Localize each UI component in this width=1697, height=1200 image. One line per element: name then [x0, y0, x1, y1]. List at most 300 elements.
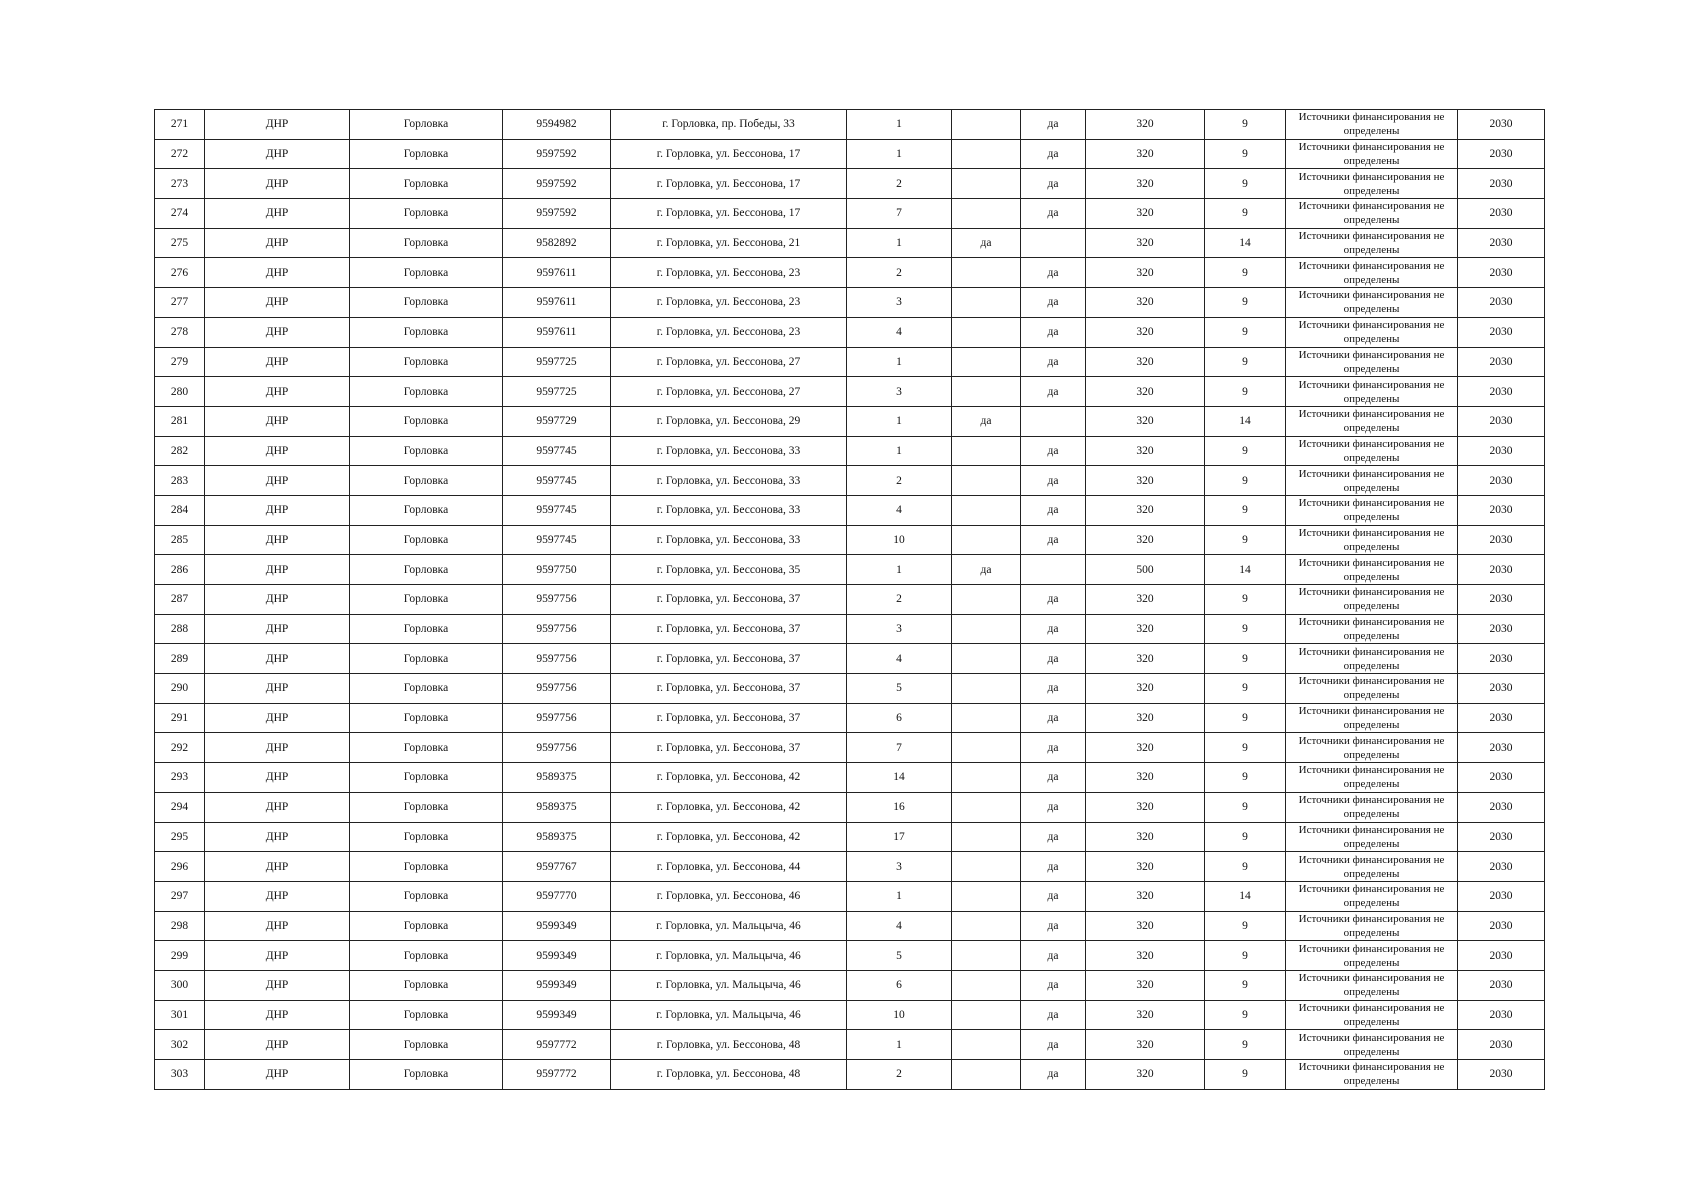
cell-row-number: 303 [155, 1060, 205, 1090]
cell-flag-a [952, 317, 1021, 347]
cell-region: ДНР [205, 169, 350, 199]
cell-count: 9 [1205, 436, 1286, 466]
cell-year: 2030 [1458, 525, 1545, 555]
table-row [155, 495, 1545, 525]
cell-region: ДНР [205, 1030, 350, 1060]
cell-region: ДНР [205, 110, 350, 140]
cell-code: 9597745 [503, 466, 611, 496]
cell-address: г. Горловка, ул. Бессонова, 37 [611, 585, 847, 615]
cell-flag-a [952, 763, 1021, 793]
cell-value: 320 [1086, 1030, 1205, 1060]
cell-funding-source: Источники финансирования не определены [1286, 852, 1458, 882]
cell-address: г. Горловка, пр. Победы, 33 [611, 110, 847, 140]
cell-code: 9597592 [503, 169, 611, 199]
cell-address: г. Горловка, ул. Бессонова, 37 [611, 703, 847, 733]
cell-value: 320 [1086, 614, 1205, 644]
cell-funding-source: Источники финансирования не определены [1286, 110, 1458, 140]
cell-value: 320 [1086, 466, 1205, 496]
cell-region: ДНР [205, 763, 350, 793]
cell-region: ДНР [205, 377, 350, 407]
cell-code: 9599349 [503, 970, 611, 1000]
cell-row-number: 300 [155, 970, 205, 1000]
cell-region: ДНР [205, 139, 350, 169]
cell-count: 14 [1205, 228, 1286, 258]
cell-year: 2030 [1458, 1060, 1545, 1090]
cell-row-number: 279 [155, 347, 205, 377]
cell-row-number: 293 [155, 763, 205, 793]
cell-region: ДНР [205, 555, 350, 585]
cell-flag-a [952, 585, 1021, 615]
cell-row-number: 276 [155, 258, 205, 288]
cell-city: Горловка [350, 288, 503, 318]
cell-entrance: 1 [847, 228, 952, 258]
cell-region: ДНР [205, 288, 350, 318]
cell-region: ДНР [205, 585, 350, 615]
cell-funding-source: Источники финансирования не определены [1286, 288, 1458, 318]
cell-flag-b: да [1021, 852, 1086, 882]
cell-flag-a [952, 941, 1021, 971]
cell-count: 9 [1205, 377, 1286, 407]
cell-region: ДНР [205, 822, 350, 852]
cell-entrance: 6 [847, 703, 952, 733]
cell-value: 320 [1086, 347, 1205, 377]
cell-value: 320 [1086, 169, 1205, 199]
cell-year: 2030 [1458, 852, 1545, 882]
cell-count: 9 [1205, 822, 1286, 852]
cell-city: Горловка [350, 169, 503, 199]
cell-address: г. Горловка, ул. Бессонова, 35 [611, 555, 847, 585]
cell-city: Горловка [350, 258, 503, 288]
cell-entrance: 4 [847, 495, 952, 525]
cell-flag-a [952, 139, 1021, 169]
cell-funding-source: Источники финансирования не определены [1286, 733, 1458, 763]
cell-funding-source: Источники финансирования не определены [1286, 585, 1458, 615]
cell-value: 320 [1086, 317, 1205, 347]
cell-count: 14 [1205, 406, 1286, 436]
table-row [155, 317, 1545, 347]
cell-flag-a [952, 970, 1021, 1000]
cell-code: 9597745 [503, 495, 611, 525]
cell-entrance: 1 [847, 347, 952, 377]
cell-flag-b: да [1021, 169, 1086, 199]
cell-address: г. Горловка, ул. Бессонова, 37 [611, 674, 847, 704]
cell-city: Горловка [350, 614, 503, 644]
cell-flag-a: да [952, 228, 1021, 258]
cell-value: 320 [1086, 703, 1205, 733]
cell-count: 9 [1205, 763, 1286, 793]
cell-funding-source: Источники финансирования не определены [1286, 941, 1458, 971]
data-table [154, 109, 1545, 1090]
cell-city: Горловка [350, 525, 503, 555]
cell-city: Горловка [350, 674, 503, 704]
table-row [155, 614, 1545, 644]
cell-count: 9 [1205, 703, 1286, 733]
cell-city: Горловка [350, 733, 503, 763]
cell-row-number: 301 [155, 1000, 205, 1030]
cell-funding-source: Источники финансирования не определены [1286, 614, 1458, 644]
cell-count: 9 [1205, 674, 1286, 704]
cell-flag-a [952, 1060, 1021, 1090]
cell-count: 9 [1205, 614, 1286, 644]
cell-funding-source: Источники финансирования не определены [1286, 644, 1458, 674]
cell-entrance: 17 [847, 822, 952, 852]
cell-flag-b [1021, 228, 1086, 258]
cell-year: 2030 [1458, 555, 1545, 585]
cell-count: 9 [1205, 317, 1286, 347]
cell-value: 320 [1086, 1060, 1205, 1090]
cell-flag-b: да [1021, 941, 1086, 971]
cell-flag-a [952, 199, 1021, 229]
cell-entrance: 3 [847, 288, 952, 318]
cell-count: 14 [1205, 881, 1286, 911]
cell-flag-b: да [1021, 1060, 1086, 1090]
cell-entrance: 1 [847, 139, 952, 169]
cell-flag-a [952, 377, 1021, 407]
cell-flag-b: да [1021, 703, 1086, 733]
table-row [155, 525, 1545, 555]
cell-code: 9597756 [503, 703, 611, 733]
cell-address: г. Горловка, ул. Бессонова, 42 [611, 792, 847, 822]
cell-flag-b: да [1021, 911, 1086, 941]
cell-row-number: 273 [155, 169, 205, 199]
cell-row-number: 274 [155, 199, 205, 229]
cell-address: г. Горловка, ул. Бессонова, 44 [611, 852, 847, 882]
cell-region: ДНР [205, 614, 350, 644]
cell-flag-a [952, 169, 1021, 199]
cell-flag-a [952, 674, 1021, 704]
cell-city: Горловка [350, 139, 503, 169]
cell-entrance: 5 [847, 941, 952, 971]
cell-year: 2030 [1458, 466, 1545, 496]
cell-row-number: 285 [155, 525, 205, 555]
cell-count: 9 [1205, 852, 1286, 882]
cell-row-number: 289 [155, 644, 205, 674]
table-row [155, 733, 1545, 763]
table-row [155, 436, 1545, 466]
cell-region: ДНР [205, 199, 350, 229]
cell-flag-a [952, 258, 1021, 288]
cell-flag-b: да [1021, 792, 1086, 822]
cell-entrance: 7 [847, 733, 952, 763]
cell-region: ДНР [205, 466, 350, 496]
cell-code: 9589375 [503, 763, 611, 793]
cell-funding-source: Источники финансирования не определены [1286, 674, 1458, 704]
cell-year: 2030 [1458, 288, 1545, 318]
cell-address: г. Горловка, ул. Бессонова, 48 [611, 1030, 847, 1060]
cell-flag-b: да [1021, 466, 1086, 496]
table-row [155, 674, 1545, 704]
cell-flag-a [952, 911, 1021, 941]
cell-region: ДНР [205, 644, 350, 674]
cell-entrance: 5 [847, 674, 952, 704]
cell-count: 9 [1205, 1000, 1286, 1030]
cell-funding-source: Источники финансирования не определены [1286, 169, 1458, 199]
cell-city: Горловка [350, 941, 503, 971]
cell-funding-source: Источники финансирования не определены [1286, 1030, 1458, 1060]
cell-year: 2030 [1458, 763, 1545, 793]
cell-row-number: 282 [155, 436, 205, 466]
cell-city: Горловка [350, 110, 503, 140]
table-row [155, 1030, 1545, 1060]
cell-value: 320 [1086, 674, 1205, 704]
cell-funding-source: Источники финансирования не определены [1286, 495, 1458, 525]
cell-funding-source: Источники финансирования не определены [1286, 139, 1458, 169]
cell-city: Горловка [350, 852, 503, 882]
cell-address: г. Горловка, ул. Бессонова, 17 [611, 199, 847, 229]
cell-flag-b: да [1021, 110, 1086, 140]
cell-code: 9597770 [503, 881, 611, 911]
cell-region: ДНР [205, 317, 350, 347]
cell-address: г. Горловка, ул. Бессонова, 37 [611, 614, 847, 644]
cell-funding-source: Источники финансирования не определены [1286, 881, 1458, 911]
cell-count: 9 [1205, 585, 1286, 615]
cell-address: г. Горловка, ул. Бессонова, 33 [611, 495, 847, 525]
cell-count: 9 [1205, 911, 1286, 941]
cell-code: 9597756 [503, 674, 611, 704]
cell-code: 9597745 [503, 436, 611, 466]
cell-region: ДНР [205, 911, 350, 941]
cell-code: 9597756 [503, 585, 611, 615]
cell-count: 14 [1205, 555, 1286, 585]
cell-row-number: 286 [155, 555, 205, 585]
cell-entrance: 2 [847, 169, 952, 199]
cell-funding-source: Источники финансирования не определены [1286, 555, 1458, 585]
cell-flag-b: да [1021, 347, 1086, 377]
cell-count: 9 [1205, 970, 1286, 1000]
cell-value: 320 [1086, 970, 1205, 1000]
cell-code: 9582892 [503, 228, 611, 258]
cell-address: г. Горловка, ул. Бессонова, 29 [611, 406, 847, 436]
cell-address: г. Горловка, ул. Бессонова, 23 [611, 317, 847, 347]
cell-city: Горловка [350, 911, 503, 941]
cell-count: 9 [1205, 1060, 1286, 1090]
cell-code: 9597756 [503, 644, 611, 674]
cell-count: 9 [1205, 169, 1286, 199]
cell-count: 9 [1205, 1030, 1286, 1060]
table-row [155, 822, 1545, 852]
cell-city: Горловка [350, 495, 503, 525]
cell-flag-b: да [1021, 644, 1086, 674]
cell-address: г. Горловка, ул. Бессонова, 33 [611, 525, 847, 555]
cell-year: 2030 [1458, 614, 1545, 644]
cell-flag-a [952, 792, 1021, 822]
cell-flag-b: да [1021, 258, 1086, 288]
table-row [155, 1000, 1545, 1030]
cell-flag-b: да [1021, 763, 1086, 793]
cell-funding-source: Источники финансирования не определены [1286, 792, 1458, 822]
cell-flag-b: да [1021, 970, 1086, 1000]
cell-flag-a [952, 644, 1021, 674]
table-row [155, 258, 1545, 288]
cell-city: Горловка [350, 763, 503, 793]
cell-entrance: 3 [847, 852, 952, 882]
cell-city: Горловка [350, 881, 503, 911]
cell-code: 9589375 [503, 792, 611, 822]
cell-year: 2030 [1458, 258, 1545, 288]
cell-code: 9597745 [503, 525, 611, 555]
cell-flag-a [952, 703, 1021, 733]
cell-code: 9599349 [503, 1000, 611, 1030]
cell-city: Горловка [350, 347, 503, 377]
cell-code: 9597592 [503, 139, 611, 169]
cell-value: 320 [1086, 258, 1205, 288]
cell-count: 9 [1205, 495, 1286, 525]
cell-code: 9597750 [503, 555, 611, 585]
cell-code: 9594982 [503, 110, 611, 140]
cell-row-number: 290 [155, 674, 205, 704]
cell-entrance: 3 [847, 377, 952, 407]
cell-value: 500 [1086, 555, 1205, 585]
cell-code: 9589375 [503, 822, 611, 852]
cell-city: Горловка [350, 377, 503, 407]
table-row [155, 644, 1545, 674]
cell-address: г. Горловка, ул. Мальцыча, 46 [611, 911, 847, 941]
cell-row-number: 298 [155, 911, 205, 941]
table-row [155, 110, 1545, 140]
table-row [155, 911, 1545, 941]
cell-code: 9597611 [503, 317, 611, 347]
table-row [155, 852, 1545, 882]
cell-count: 9 [1205, 525, 1286, 555]
cell-value: 320 [1086, 139, 1205, 169]
cell-region: ДНР [205, 703, 350, 733]
cell-year: 2030 [1458, 110, 1545, 140]
cell-funding-source: Источники финансирования не определены [1286, 911, 1458, 941]
cell-entrance: 10 [847, 525, 952, 555]
table-row [155, 585, 1545, 615]
cell-year: 2030 [1458, 911, 1545, 941]
cell-flag-a [952, 436, 1021, 466]
cell-city: Горловка [350, 970, 503, 1000]
cell-address: г. Горловка, ул. Мальцыча, 46 [611, 941, 847, 971]
cell-region: ДНР [205, 792, 350, 822]
cell-address: г. Горловка, ул. Мальцыча, 46 [611, 1000, 847, 1030]
table-row [155, 881, 1545, 911]
cell-region: ДНР [205, 733, 350, 763]
cell-entrance: 1 [847, 555, 952, 585]
cell-year: 2030 [1458, 703, 1545, 733]
cell-flag-b: да [1021, 1000, 1086, 1030]
cell-flag-a [952, 881, 1021, 911]
cell-entrance: 3 [847, 614, 952, 644]
cell-address: г. Горловка, ул. Бессонова, 27 [611, 377, 847, 407]
cell-count: 9 [1205, 644, 1286, 674]
cell-city: Горловка [350, 792, 503, 822]
cell-row-number: 295 [155, 822, 205, 852]
cell-row-number: 287 [155, 585, 205, 615]
cell-code: 9597756 [503, 614, 611, 644]
cell-entrance: 4 [847, 911, 952, 941]
cell-year: 2030 [1458, 495, 1545, 525]
cell-flag-b: да [1021, 317, 1086, 347]
cell-entrance: 2 [847, 466, 952, 496]
cell-year: 2030 [1458, 585, 1545, 615]
cell-entrance: 16 [847, 792, 952, 822]
cell-value: 320 [1086, 941, 1205, 971]
cell-value: 320 [1086, 644, 1205, 674]
cell-value: 320 [1086, 436, 1205, 466]
cell-row-number: 283 [155, 466, 205, 496]
cell-entrance: 1 [847, 1030, 952, 1060]
cell-entrance: 1 [847, 436, 952, 466]
cell-code: 9597729 [503, 406, 611, 436]
cell-flag-b: да [1021, 377, 1086, 407]
cell-value: 320 [1086, 110, 1205, 140]
cell-year: 2030 [1458, 1030, 1545, 1060]
cell-flag-a: да [952, 555, 1021, 585]
cell-code: 9597725 [503, 347, 611, 377]
cell-row-number: 297 [155, 881, 205, 911]
cell-address: г. Горловка, ул. Бессонова, 37 [611, 644, 847, 674]
cell-address: г. Горловка, ул. Бессонова, 17 [611, 169, 847, 199]
cell-city: Горловка [350, 317, 503, 347]
cell-count: 9 [1205, 941, 1286, 971]
cell-address: г. Горловка, ул. Бессонова, 23 [611, 288, 847, 318]
cell-entrance: 2 [847, 1060, 952, 1090]
table-row [155, 228, 1545, 258]
cell-code: 9597756 [503, 733, 611, 763]
cell-funding-source: Источники финансирования не определены [1286, 466, 1458, 496]
cell-row-number: 277 [155, 288, 205, 318]
cell-row-number: 278 [155, 317, 205, 347]
cell-address: г. Горловка, ул. Бессонова, 33 [611, 436, 847, 466]
cell-row-number: 275 [155, 228, 205, 258]
cell-funding-source: Источники финансирования не определены [1286, 1000, 1458, 1030]
cell-entrance: 1 [847, 881, 952, 911]
cell-row-number: 272 [155, 139, 205, 169]
cell-region: ДНР [205, 228, 350, 258]
cell-region: ДНР [205, 1060, 350, 1090]
cell-row-number: 281 [155, 406, 205, 436]
cell-city: Горловка [350, 406, 503, 436]
cell-funding-source: Источники финансирования не определены [1286, 763, 1458, 793]
table-row [155, 792, 1545, 822]
cell-city: Горловка [350, 822, 503, 852]
cell-address: г. Горловка, ул. Мальцыча, 46 [611, 970, 847, 1000]
cell-entrance: 1 [847, 110, 952, 140]
cell-count: 9 [1205, 258, 1286, 288]
cell-flag-b [1021, 555, 1086, 585]
cell-year: 2030 [1458, 228, 1545, 258]
cell-row-number: 296 [155, 852, 205, 882]
cell-city: Горловка [350, 585, 503, 615]
cell-flag-b: да [1021, 1030, 1086, 1060]
cell-flag-a [952, 852, 1021, 882]
cell-funding-source: Источники финансирования не определены [1286, 822, 1458, 852]
cell-flag-b: да [1021, 733, 1086, 763]
cell-flag-a [952, 1000, 1021, 1030]
cell-funding-source: Источники финансирования не определены [1286, 1060, 1458, 1090]
cell-region: ДНР [205, 495, 350, 525]
cell-flag-b: да [1021, 288, 1086, 318]
cell-year: 2030 [1458, 733, 1545, 763]
table-row [155, 763, 1545, 793]
cell-year: 2030 [1458, 970, 1545, 1000]
table-body [155, 110, 1545, 1090]
cell-city: Горловка [350, 436, 503, 466]
cell-year: 2030 [1458, 406, 1545, 436]
cell-code: 9597725 [503, 377, 611, 407]
table-row [155, 199, 1545, 229]
cell-row-number: 292 [155, 733, 205, 763]
table-row [155, 703, 1545, 733]
cell-region: ДНР [205, 258, 350, 288]
cell-flag-a [952, 495, 1021, 525]
cell-year: 2030 [1458, 881, 1545, 911]
cell-entrance: 4 [847, 317, 952, 347]
cell-value: 320 [1086, 377, 1205, 407]
cell-row-number: 294 [155, 792, 205, 822]
